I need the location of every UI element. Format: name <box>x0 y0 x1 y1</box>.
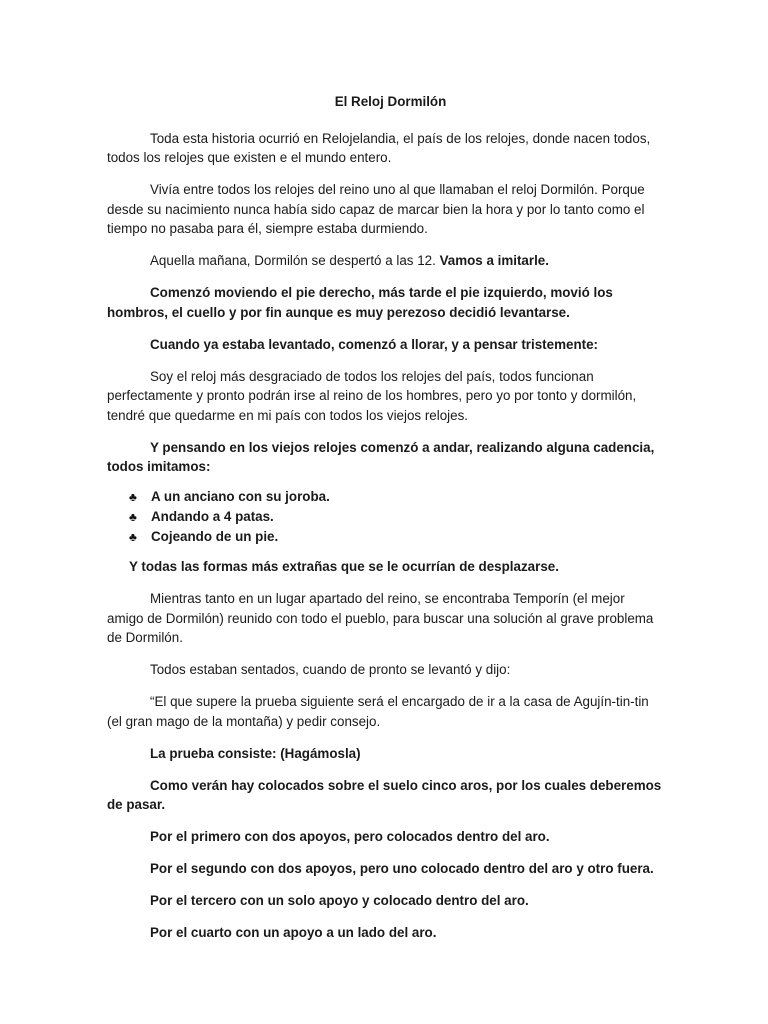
list-item <box>129 507 664 527</box>
paragraph-text: Aquella mañana, Dormilón se despertó a las 12. <box>150 253 440 268</box>
paragraph: Por el cuarto con un apoyo a un lado del aro. <box>150 925 437 940</box>
paragraph: Y todas las formas más extrañas que se le ocurrían de desplazarse. <box>129 559 559 574</box>
list-item-text: Andando a 4 patas. <box>151 509 274 524</box>
club-suit-icon: ♣ <box>129 490 137 504</box>
paragraph: Por el primero con dos apoyos, pero colocados dentro del aro. <box>150 829 550 844</box>
club-suit-icon: ♣ <box>129 530 137 544</box>
list-item <box>129 487 664 507</box>
paragraph: La prueba consiste: (Hagámosla) <box>150 745 361 761</box>
list-item-text: Cojeando de un pie. <box>151 529 279 544</box>
paragraph: Comenzó moviendo el pie derecho, más tarde el pie izquierdo, movió los hombros, el cuello y por fin aunque es muy perezoso decidió levantarse. <box>107 285 613 320</box>
paragraph: Soy el reloj más desgraciado de todos los relojes del país, todos funcionan perfectamente y pronto podrán irse al reino de los hombres, pero yo por tonto y dormilón, tendré que quedarme en mi país con todos los viejos relojes. <box>107 368 637 423</box>
page-title: El Reloj Dormilón <box>334 94 447 109</box>
paragraph: Por el tercero con un solo apoyo y colocado dentro del aro. <box>150 893 529 908</box>
list-item-text: A un anciano con su joroba. <box>151 489 330 504</box>
paragraph: Mientras tanto en un lugar apartado del reino, se encontraba Temporín (el mejor amigo de Dormilón) reunido con todo el pueblo, para buscar una solución al grave problema de Dormilón. <box>107 591 654 645</box>
paragraph: Vivía entre todos los relojes del reino uno al que llamaban el reloj Dormilón. Porque desde su nacimiento nunca había sido capaz de marcar bien la hora y por lo tanto como el tiempo no pasaba para él, siempre estaba durmiendo. <box>107 182 645 236</box>
paragraph: Como verán hay colocados sobre el suelo cinco aros, por los cuales deberemos de pasar. <box>107 777 662 812</box>
paragraph: Y pensando en los viejos relojes comenzó a andar, realizando alguna cadencia, todos imitamos: <box>107 439 655 474</box>
paragraph: Todos estaban sentados, cuando de pronto se levantó y dijo: <box>150 662 511 677</box>
paragraph <box>107 251 664 271</box>
bullet-list <box>107 487 664 547</box>
paragraph: Cuando ya estaba levantado, comenzó a llorar, y a pensar tristemente: <box>150 336 598 352</box>
paragraph: “El que supere la prueba siguiente será el encargado de ir a la casa de Agujín-tin-tin (el gran mago de la montaña) y pedir consejo. <box>107 694 649 729</box>
club-suit-icon: ♣ <box>129 510 137 524</box>
paragraph: Toda esta historia ocurrió en Relojelandia, el país de los relojes, donde nacen todos, todos los relojes que existen e el mundo entero. <box>107 130 651 165</box>
list-item <box>129 527 664 547</box>
paragraph: Por el segundo con dos apoyos, pero uno colocado dentro del aro y otro fuera. <box>150 861 654 876</box>
paragraph-emphasis: Vamos a imitarle. <box>439 253 549 268</box>
